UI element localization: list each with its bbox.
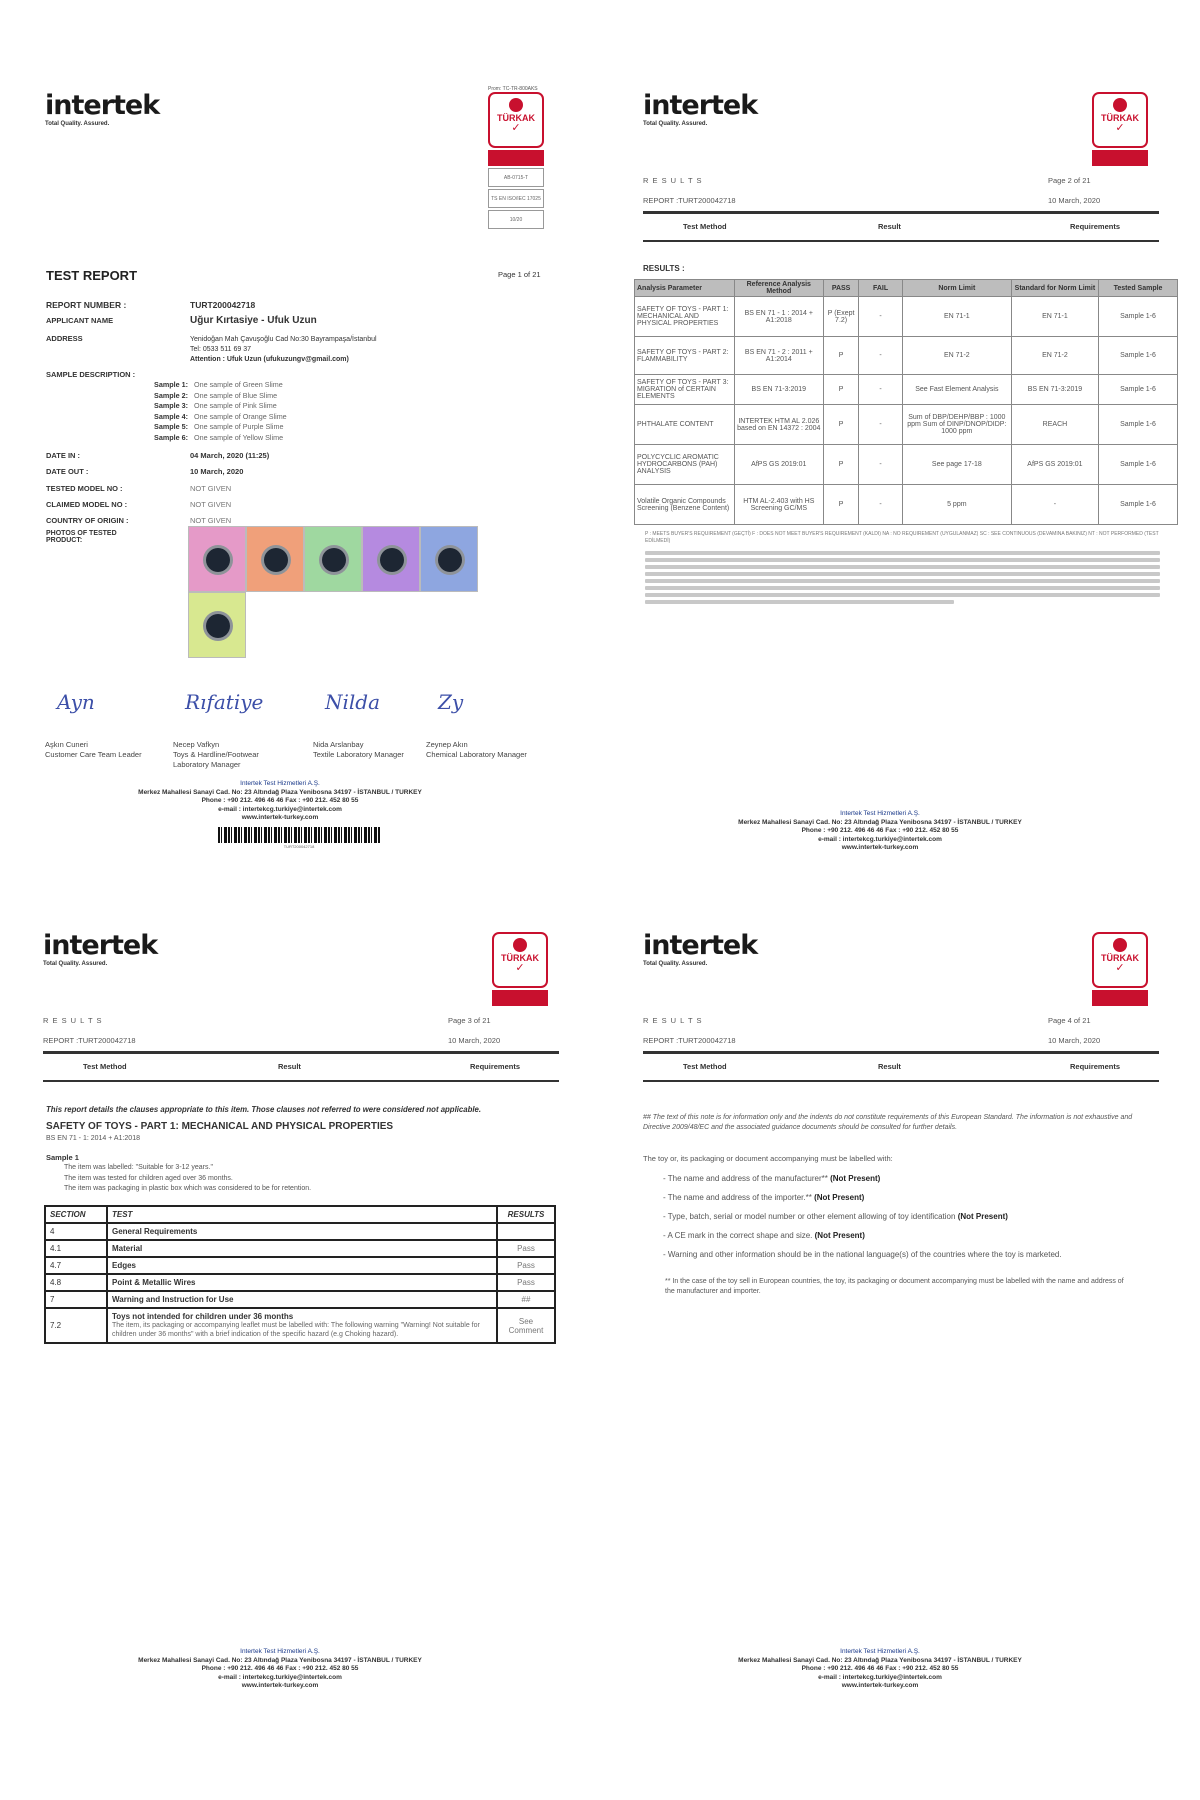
- accreditation-stamp: TÜRKAK ✓: [492, 932, 548, 1006]
- table-cell: P: [823, 485, 858, 525]
- sample-item: Sample 2: One sample of Blue Slime: [154, 390, 278, 400]
- table-cell: Sample 1-6: [1099, 297, 1178, 337]
- sample-item: Sample 5: One sample of Purple Slime: [154, 422, 284, 431]
- detail-row: COUNTRY OF ORIGIN : NOT GIVEN: [46, 516, 232, 526]
- sample-list: [140, 380, 287, 443]
- table-cell: EN 71-1: [1011, 297, 1098, 337]
- field-label: ADDRESS: [46, 334, 83, 343]
- table-header: [45, 1206, 555, 1223]
- standard: BS EN 71 - 1: 2014 + A1:2018: [46, 1135, 140, 1142]
- test-cell: Material: [107, 1240, 497, 1257]
- table-cell: Sample 1-6: [1099, 405, 1178, 445]
- table-row: [45, 1257, 555, 1274]
- section-number: 4.7: [45, 1257, 107, 1274]
- col-test-method: Test Method: [683, 222, 727, 231]
- requirement-item: - Warning and other information should be in the national language(s) of the countries where the toy is marketed.: [663, 1250, 1062, 1259]
- table-cell: REACH: [1011, 405, 1098, 445]
- details: [46, 448, 269, 529]
- sample-item: Sample 1: One sample of Green Slime: [154, 380, 283, 389]
- table-cell: SAFETY OF TOYS - PART 1: MECHANICAL AND PHYSICAL PROPERTIES: [635, 297, 735, 337]
- signature: Rıfatiye: [185, 690, 264, 714]
- field-label: APPLICANT NAME: [46, 316, 114, 325]
- table-cell: EN 71-2: [1011, 337, 1098, 375]
- result-cell: [497, 1223, 555, 1240]
- product-photo: [188, 592, 246, 658]
- table-cell: See Fast Element Analysis: [902, 375, 1011, 405]
- col-test-method: Test Method: [83, 1062, 127, 1071]
- status-badge: (Not Present): [814, 1193, 865, 1202]
- table-cell: -: [859, 375, 903, 405]
- test-table: [44, 1205, 556, 1344]
- col-requirements: Requirements: [470, 1062, 521, 1071]
- footer-company: Intertek Test Hizmetleri A.Ş.: [240, 780, 320, 787]
- section-number: 4.8: [45, 1274, 107, 1291]
- detail-row: TESTED MODEL NO : NOT GIVEN: [46, 483, 232, 493]
- table-row: [635, 485, 1178, 525]
- signatory: Necep Vafkyn Toys & Hardline/Footwear Laboratory Manager: [173, 740, 259, 769]
- results-table: [634, 279, 1178, 525]
- detail-row: DATE IN : 04 March, 2020 (11:25): [46, 451, 270, 460]
- table-row: [45, 1223, 555, 1240]
- table-cell: EN 71-2: [902, 337, 1011, 375]
- footer: Intertek Test Hizmetleri A.Ş. Merkez Mahallesi Sanayi Cad. No: 23 Altındağ Plaza Yenibosna 34197 - İSTANBUL / TURKEY Phone : +90 212. 496 46 46 Fax : +90 212. 452 80 55 e-mail : intertekcg.turkiye@intertek.com www.intertek-turkey.com: [738, 810, 1022, 851]
- test-cell: Warning and Instruction for Use: [107, 1291, 497, 1308]
- column-header: PASS: [823, 280, 858, 297]
- section-title: SAFETY OF TOYS - PART 1: MECHANICAL AND PHYSICAL PROPERTIES: [46, 1121, 394, 1132]
- report-ref: REPORT :TURT200042718: [43, 1036, 136, 1045]
- table-row: [45, 1240, 555, 1257]
- section-number: 7.2: [45, 1308, 107, 1343]
- table-cell: BS EN 71-3:2019: [1011, 375, 1098, 405]
- table-cell: -: [859, 405, 903, 445]
- table-cell: -: [1011, 485, 1098, 525]
- report-date: 10 March, 2020: [1048, 196, 1101, 205]
- result-cell: See Comment: [497, 1308, 555, 1343]
- report-ref: REPORT :TURT200042718: [643, 196, 736, 205]
- column-header: FAIL: [859, 280, 903, 297]
- footnote: ** In the case of the toy sell in European countries, the toy, its packaging or document accompanying must be labelled with the name and address of the manufacturer and importer.: [665, 1278, 1124, 1295]
- table-cell: EN 71-1: [902, 297, 1011, 337]
- intertek-logo: intertek Total Quality. Assured.: [643, 930, 758, 967]
- product-photo: [246, 526, 304, 592]
- column-header: Norm Limit: [902, 280, 1011, 297]
- intertek-logo: intertek Total Quality. Assured.: [43, 930, 158, 967]
- table-cell: -: [859, 485, 903, 525]
- column-header: Tested Sample: [1099, 280, 1178, 297]
- table-cell: Sample 1-6: [1099, 485, 1178, 525]
- accreditation-stamp: TÜRKAK ✓: [1092, 92, 1148, 166]
- page-number: Page 3 of 21: [448, 1016, 491, 1025]
- column-header: RESULTS: [497, 1206, 555, 1223]
- address: [190, 335, 377, 365]
- product-photo: [362, 526, 420, 592]
- col-test-method: Test Method: [683, 1062, 727, 1071]
- column-header: Reference Analysis Method: [734, 280, 823, 297]
- intertek-logo: intertek Total Quality. Assured.: [643, 90, 758, 127]
- status-badge: (Not Present): [957, 1212, 1008, 1221]
- table-cell: Sum of DBP/DEHP/BBP : 1000 ppm Sum of DINP/DNOP/DIDP: 1000 ppm: [902, 405, 1011, 445]
- column-header: SECTION: [45, 1206, 107, 1223]
- product-photo: [420, 526, 478, 592]
- test-cell: Point & Metallic Wires: [107, 1274, 497, 1291]
- table-cell: AfPS GS 2019:01: [1011, 445, 1098, 485]
- table-cell: See page 17-18: [902, 445, 1011, 485]
- phone-line: Tel: 0533 511 69 37: [190, 346, 251, 353]
- section-number: 4: [45, 1223, 107, 1240]
- col-result: Result: [878, 1062, 901, 1071]
- requirement-item: - Type, batch, serial or model number or other element allowing of toy identification (Not Present): [663, 1212, 1008, 1221]
- table-row: [45, 1291, 555, 1308]
- sample-note: The item was tested for children aged over 36 months.: [64, 1174, 233, 1182]
- table-cell: INTERTEK HTM AL 2.026 based on EN 14372 : 2004: [734, 405, 823, 445]
- sample-note: The item was labelled: "Suitable for 3-12 years.": [64, 1164, 213, 1171]
- disclaimer: [645, 548, 1160, 607]
- table-cell: 5 ppm: [902, 485, 1011, 525]
- table-cell: P: [823, 445, 858, 485]
- table-cell: SAFETY OF TOYS - PART 3: MIGRATION of CERTAIN ELEMENTS: [635, 375, 735, 405]
- table-cell: P: [823, 337, 858, 375]
- table-cell: BS EN 71 - 1 : 2014 + A1:2018: [734, 297, 823, 337]
- page-number: Page 1 of 21: [498, 270, 541, 279]
- accreditation-stamp: TÜRKAK ✓: [1092, 932, 1148, 1006]
- results-heading: R E S U L T S: [643, 176, 703, 185]
- page-4: [600, 840, 1160, 1710]
- footer-address: Merkez Mahallesi Sanayi Cad. No: 23 Altındağ Plaza Yenibosna 34197 - İSTANBUL / TURKEY: [138, 788, 422, 796]
- signatory: Aşkın Cuneri Customer Care Team Leader: [45, 740, 142, 759]
- footer-web: www.intertek-turkey.com: [241, 814, 319, 821]
- page-number: Page 2 of 21: [1048, 176, 1091, 185]
- table-cell: Sample 1-6: [1099, 445, 1178, 485]
- table-row: [45, 1308, 555, 1343]
- column-header: TEST: [107, 1206, 497, 1223]
- result-cell: Pass: [497, 1274, 555, 1291]
- table-row: [635, 405, 1178, 445]
- table-cell: -: [859, 297, 903, 337]
- report-date: 10 March, 2020: [1048, 1036, 1101, 1045]
- table-cell: Volatile Organic Compounds Screening (Benzene Content): [635, 485, 735, 525]
- label-requirements: [628, 1174, 1158, 1269]
- results-heading: R E S U L T S: [43, 1016, 103, 1025]
- table-row: [635, 297, 1178, 337]
- product-photo: [304, 526, 362, 592]
- photos-label: PHOTOS OF TESTED PRODUCT:: [46, 530, 117, 544]
- col-requirements: Requirements: [1070, 1062, 1121, 1071]
- signature: Nilda: [325, 690, 381, 714]
- table-cell: -: [859, 445, 903, 485]
- detail-row: CLAIMED MODEL NO : NOT GIVEN: [46, 499, 232, 509]
- table-header: [635, 280, 1178, 297]
- intro-note: This report details the clauses appropriate to this item. Those clauses not referred to were considered not applicable.: [46, 1105, 482, 1114]
- results-legend: P : MEETS BUYER'S REQUIREMENT (GEÇTİ) F : DOES NOT MEET BUYER'S REQUIREMENT (KALDI) NA : NO REQUIREMENT (UYGULANMAZ) SC : SEE CONTINUOUS (DEVAMINA BAKINIZ) NT : NOT PERFORMED (TEST EDİLMEDİ): [645, 531, 1159, 544]
- sample-note: The item was packaging in plastic box which was considered to be for retention.: [64, 1185, 312, 1192]
- table-cell: P: [823, 405, 858, 445]
- intertek-logo: intertek Total Quality. Assured.: [45, 90, 160, 127]
- col-result: Result: [278, 1062, 301, 1071]
- signatory: Zeynep Akın Chemical Laboratory Manager: [426, 740, 527, 759]
- result-cell: Pass: [497, 1240, 555, 1257]
- status-badge: (Not Present): [830, 1174, 881, 1183]
- requirement-item: - The name and address of the importer.** (Not Present): [663, 1193, 865, 1202]
- table-cell: Sample 1-6: [1099, 337, 1178, 375]
- result-cell: Pass: [497, 1257, 555, 1274]
- detail-row: DATE OUT : 10 March, 2020: [46, 467, 244, 477]
- table-cell: P: [823, 375, 858, 405]
- test-cell: General Requirements: [107, 1223, 497, 1240]
- table-cell: PHTHALATE CONTENT: [635, 405, 735, 445]
- section-number: 4.1: [45, 1240, 107, 1257]
- table-row: [635, 337, 1178, 375]
- footer: Intertek Test Hizmetleri A.Ş. Merkez Mahallesi Sanayi Cad. No: 23 Altındağ Plaza Yenibosna 34197 - İSTANBUL / TURKEY Phone : +90 212. 496 46 46 Fax : +90 212. 452 80 55 e-mail : intertekcg.turkiye@intertek.com www.intertek-turkey.com: [138, 1648, 422, 1689]
- signature: Ayn: [57, 690, 95, 714]
- report-number: TURT200042718: [190, 300, 256, 310]
- col-requirements: Requirements: [1070, 222, 1121, 231]
- report-ref: REPORT :TURT200042718: [643, 1036, 736, 1045]
- table-row: [635, 445, 1178, 485]
- footer-phone: Phone : +90 212. 496 46 46 Fax : +90 212. 452 80 55: [201, 797, 359, 804]
- status-badge: (Not Present): [814, 1231, 865, 1240]
- requirement-item: - The name and address of the manufacturer** (Not Present): [663, 1174, 881, 1183]
- sample-label: Sample 1: [46, 1153, 79, 1162]
- section-number: 7: [45, 1291, 107, 1308]
- footer: [0, 780, 560, 823]
- table-cell: P (Exept 7.2): [823, 297, 858, 337]
- column-header: Analysis Parameter: [635, 280, 735, 297]
- sample-item: Sample 3: One sample of Pink Slime: [154, 401, 277, 410]
- footer: Intertek Test Hizmetleri A.Ş. Merkez Mahallesi Sanayi Cad. No: 23 Altındağ Plaza Yenibosna 34197 - İSTANBUL / TURKEY Phone : +90 212. 496 46 46 Fax : +90 212. 452 80 55 e-mail : intertekcg.turkiye@intertek.com www.intertek-turkey.com: [738, 1648, 1022, 1689]
- applicant-name: Uğur Kırtasiye - Ufuk Uzun: [190, 315, 317, 326]
- attention-line: Attention : Ufuk Uzun (ufukuzungv@gmail.com): [190, 356, 349, 363]
- page-1: [0, 0, 560, 870]
- address-line: Yenidoğan Mah Çavuşoğlu Cad No:30 Bayrampaşa/İstanbul: [190, 336, 377, 343]
- table-cell: HTM AL-2.403 with HS Screening GC/MS: [734, 485, 823, 525]
- field-label: REPORT NUMBER :: [46, 300, 127, 310]
- report-title: TEST REPORT: [46, 268, 138, 283]
- table-cell: SAFETY OF TOYS - PART 2: FLAMMABILITY: [635, 337, 735, 375]
- sample-item: Sample 4: One sample of Orange Slime: [154, 411, 287, 421]
- table-cell: POLYCYCLIC AROMATIC HYDROCARBONS (PAH) ANALYSIS: [635, 445, 735, 485]
- test-cell: Toys not intended for children under 36 months The item, its packaging or accompanying leaflet must be labelled with: The following warning "Warning! Not suitable for children under 36 months" with a brief indication of the specific hazard (e.g Choking hazard).: [107, 1308, 497, 1343]
- column-header: Standard for Norm Limit: [1011, 280, 1098, 297]
- requirement-item: - A CE mark in the correct shape and size. (Not Present): [663, 1231, 865, 1240]
- signatory: Nida Arslanbay Textile Laboratory Manager: [313, 740, 404, 759]
- accreditation-stamp: Prom: TC-TR-800AKS TÜRKAK ✓ AB-0715-T TS EN ISO/IEC 17025 10/20: [488, 86, 544, 229]
- table-cell: -: [859, 337, 903, 375]
- results-label: RESULTS :: [643, 264, 685, 273]
- test-cell: Edges: [107, 1257, 497, 1274]
- sample-item: Sample 6: One sample of Yellow Slime: [154, 432, 284, 442]
- note: ## The text of this note is for information only and the indents do not constitute requirements of this European Standard. The information is not exhaustive and Directive 2009/48/EC and the associated guidance documents should be consulted for further details.: [643, 1114, 1133, 1131]
- table-cell: BS EN 71 - 2 : 2011 + A1:2014: [734, 337, 823, 375]
- product-photo: [188, 526, 246, 592]
- sample-notes: [64, 1163, 311, 1195]
- page-number: Page 4 of 21: [1048, 1016, 1091, 1025]
- table-row: [635, 375, 1178, 405]
- table-row: [45, 1274, 555, 1291]
- result-cell: ##: [497, 1291, 555, 1308]
- table-cell: Sample 1-6: [1099, 375, 1178, 405]
- table-cell: AfPS GS 2019:01: [734, 445, 823, 485]
- footer-email: e-mail : intertekcg.turkiye@intertek.com: [218, 805, 342, 813]
- results-heading: R E S U L T S: [643, 1016, 703, 1025]
- report-date: 10 March, 2020: [448, 1036, 501, 1045]
- col-result: Result: [878, 222, 901, 231]
- barcode-number: TURT200042718: [283, 844, 315, 849]
- table-cell: BS EN 71-3:2019: [734, 375, 823, 405]
- sample-description-label: SAMPLE DESCRIPTION :: [46, 370, 136, 379]
- signature: Zy: [438, 690, 464, 714]
- lead-text: The toy or, its packaging or document accompanying must be labelled with:: [643, 1154, 893, 1163]
